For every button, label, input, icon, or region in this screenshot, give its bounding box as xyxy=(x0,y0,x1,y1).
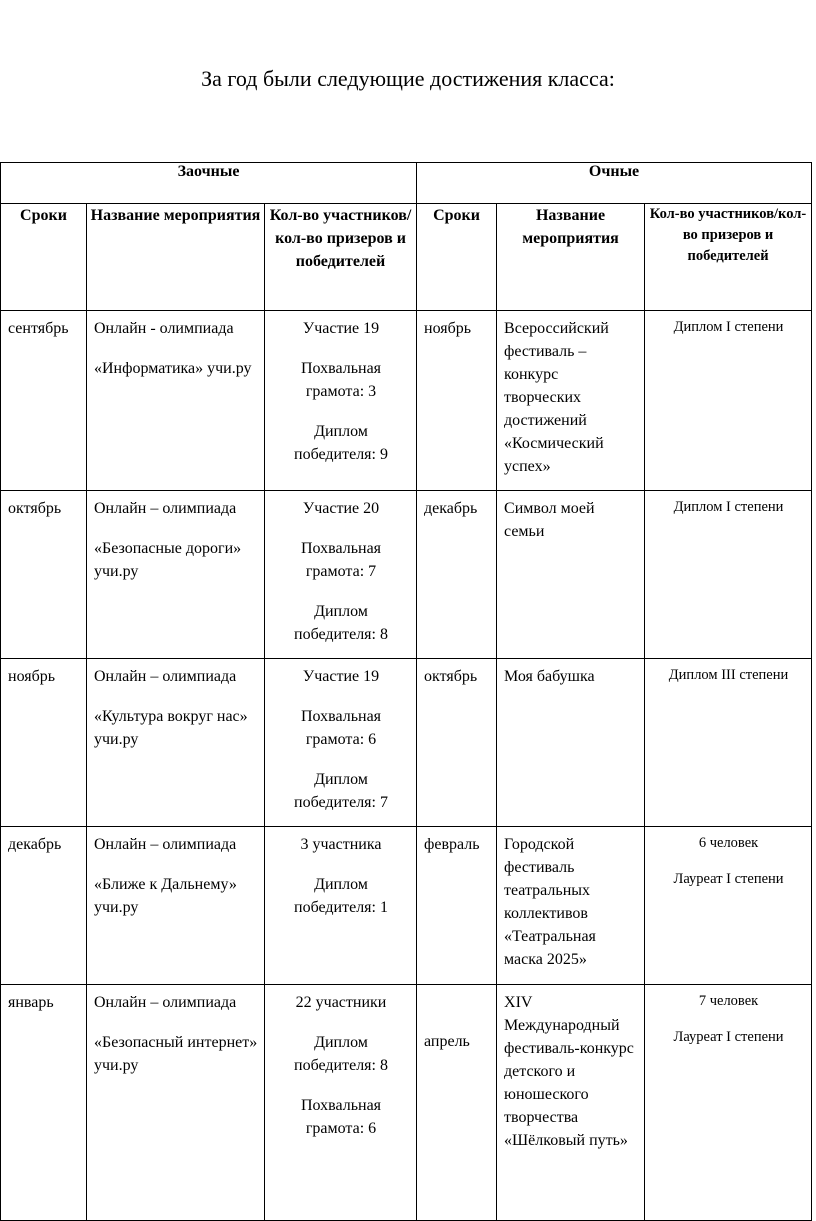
right-date-cell xyxy=(417,659,497,827)
right-result-cell xyxy=(645,827,812,985)
left-result-cell-line: Похвальная грамота: 7 xyxy=(300,540,382,580)
table-row xyxy=(1,659,812,827)
right-result-cell xyxy=(645,659,812,827)
right-event-cell xyxy=(497,311,645,491)
col-header-count-left: Кол-во участников/кол-во призеров и победителей xyxy=(265,204,417,311)
right-event-cell-line: Символ моей семьи xyxy=(504,500,595,540)
right-event-cell xyxy=(497,659,645,827)
left-event-cell-line: «Ближе к Дальнему» учи.ру xyxy=(94,876,237,916)
page-title: За год были следующие достижения класса: xyxy=(201,66,615,91)
right-result-cell-line: Диплом III степени xyxy=(668,667,789,683)
left-date-cell-line: ноябрь xyxy=(8,668,56,685)
left-event-cell xyxy=(87,985,265,1221)
left-result-cell-line: Диплом победителя: 1 xyxy=(294,876,388,916)
col-header-count-right: Кол-во участников/кол-во призеров и победителей xyxy=(645,204,812,311)
left-event-cell-line: «Культура вокруг нас» учи.ру xyxy=(94,708,248,748)
table-row xyxy=(1,491,812,659)
left-result-cell-line: Участие 19 xyxy=(302,668,380,685)
left-event-cell-line: Онлайн - олимпиада xyxy=(94,320,234,337)
right-result-cell xyxy=(645,491,812,659)
left-result-cell-line: Похвальная грамота: 3 xyxy=(300,360,382,400)
left-date-cell-line: декабрь xyxy=(8,836,62,853)
column-header-row xyxy=(1,204,812,311)
right-result-cell xyxy=(645,311,812,491)
right-date-cell-line: декабрь xyxy=(424,500,478,517)
left-result-cell xyxy=(265,827,417,985)
right-result-cell-line: 7 человек xyxy=(698,993,759,1009)
left-result-cell xyxy=(265,985,417,1221)
right-event-cell xyxy=(497,491,645,659)
left-result-cell-line: Похвальная грамота: 6 xyxy=(300,708,382,748)
left-date-cell-line: сентябрь xyxy=(8,320,69,337)
col-header-date-right: Сроки xyxy=(417,204,497,311)
right-date-cell-line: февраль xyxy=(424,836,480,853)
left-date-cell-line: январь xyxy=(8,994,54,1011)
left-event-cell xyxy=(87,491,265,659)
right-date-cell xyxy=(417,827,497,985)
right-event-cell-line: Моя бабушка xyxy=(504,668,595,685)
left-event-cell xyxy=(87,311,265,491)
left-result-cell-line: 22 участники xyxy=(295,994,387,1011)
col-header-event-right: Название мероприятия xyxy=(497,204,645,311)
left-date-cell xyxy=(1,985,87,1221)
right-date-cell-line: октябрь xyxy=(424,668,478,685)
left-result-cell xyxy=(265,659,417,827)
table-row xyxy=(1,827,812,985)
right-result-cell-line: Лауреат I степени xyxy=(673,1029,784,1045)
col-header-event-left: Название мероприятия xyxy=(87,204,265,311)
right-date-cell xyxy=(417,985,497,1221)
left-event-cell-line: Онлайн – олимпиада xyxy=(94,836,237,853)
right-result-cell-line: Диплом I степени xyxy=(673,319,784,335)
right-event-cell-line: Всероссийский фестиваль – конкурс творческих достижений «Космический успех» xyxy=(504,320,609,475)
right-result-cell-line: 6 человек xyxy=(698,835,759,851)
achievements-table xyxy=(0,162,812,1221)
right-event-cell-line: Городской фестиваль театральных коллективов «Театральная маска 2025» xyxy=(504,836,596,968)
right-event-cell xyxy=(497,985,645,1221)
left-event-cell xyxy=(87,659,265,827)
left-result-cell-line: Похвальная грамота: 6 xyxy=(300,1097,382,1137)
left-result-cell-line: 3 участника xyxy=(300,836,382,853)
left-event-cell-line: Онлайн – олимпиада xyxy=(94,994,237,1011)
table-row xyxy=(1,985,812,1221)
left-result-cell-line: Диплом победителя: 9 xyxy=(294,423,388,463)
right-result-cell xyxy=(645,985,812,1221)
right-date-cell xyxy=(417,491,497,659)
right-date-cell-line: апрель xyxy=(424,1033,470,1050)
table-body xyxy=(1,311,812,1221)
right-date-cell xyxy=(417,311,497,491)
left-event-cell-line: Онлайн – олимпиада xyxy=(94,668,237,685)
left-result-cell xyxy=(265,491,417,659)
left-result-cell-line: Диплом победителя: 8 xyxy=(294,1034,388,1074)
right-date-cell-line: ноябрь xyxy=(424,320,472,337)
left-date-cell xyxy=(1,491,87,659)
left-result-cell-line: Диплом победителя: 8 xyxy=(294,603,388,643)
left-date-cell-line: октябрь xyxy=(8,500,62,517)
group-header-correspondence: Заочные xyxy=(1,163,417,204)
table-row xyxy=(1,311,812,491)
right-result-cell-line: Лауреат I степени xyxy=(673,871,784,887)
left-date-cell xyxy=(1,827,87,985)
left-event-cell-line: «Безопасный интернет» учи.ру xyxy=(94,1034,258,1074)
left-event-cell xyxy=(87,827,265,985)
left-result-cell-line: Участие 19 xyxy=(302,320,380,337)
group-header-in-person: Очные xyxy=(417,163,812,204)
left-event-cell-line: Онлайн – олимпиада xyxy=(94,500,237,517)
left-date-cell xyxy=(1,311,87,491)
left-result-cell xyxy=(265,311,417,491)
left-event-cell-line: «Безопасные дороги» учи.ру xyxy=(94,540,242,580)
right-event-cell xyxy=(497,827,645,985)
left-result-cell-line: Диплом победителя: 7 xyxy=(294,771,388,811)
left-event-cell-line: «Информатика» учи.ру xyxy=(94,360,252,377)
group-header-row xyxy=(1,163,812,204)
left-result-cell-line: Участие 20 xyxy=(302,500,380,517)
left-date-cell xyxy=(1,659,87,827)
right-event-cell-line: XIV Международный фестиваль-конкурс детского и юношеского творчества «Шёлковый путь» xyxy=(504,994,634,1149)
col-header-date-left: Сроки xyxy=(1,204,87,311)
right-result-cell-line: Диплом I степени xyxy=(673,499,784,515)
